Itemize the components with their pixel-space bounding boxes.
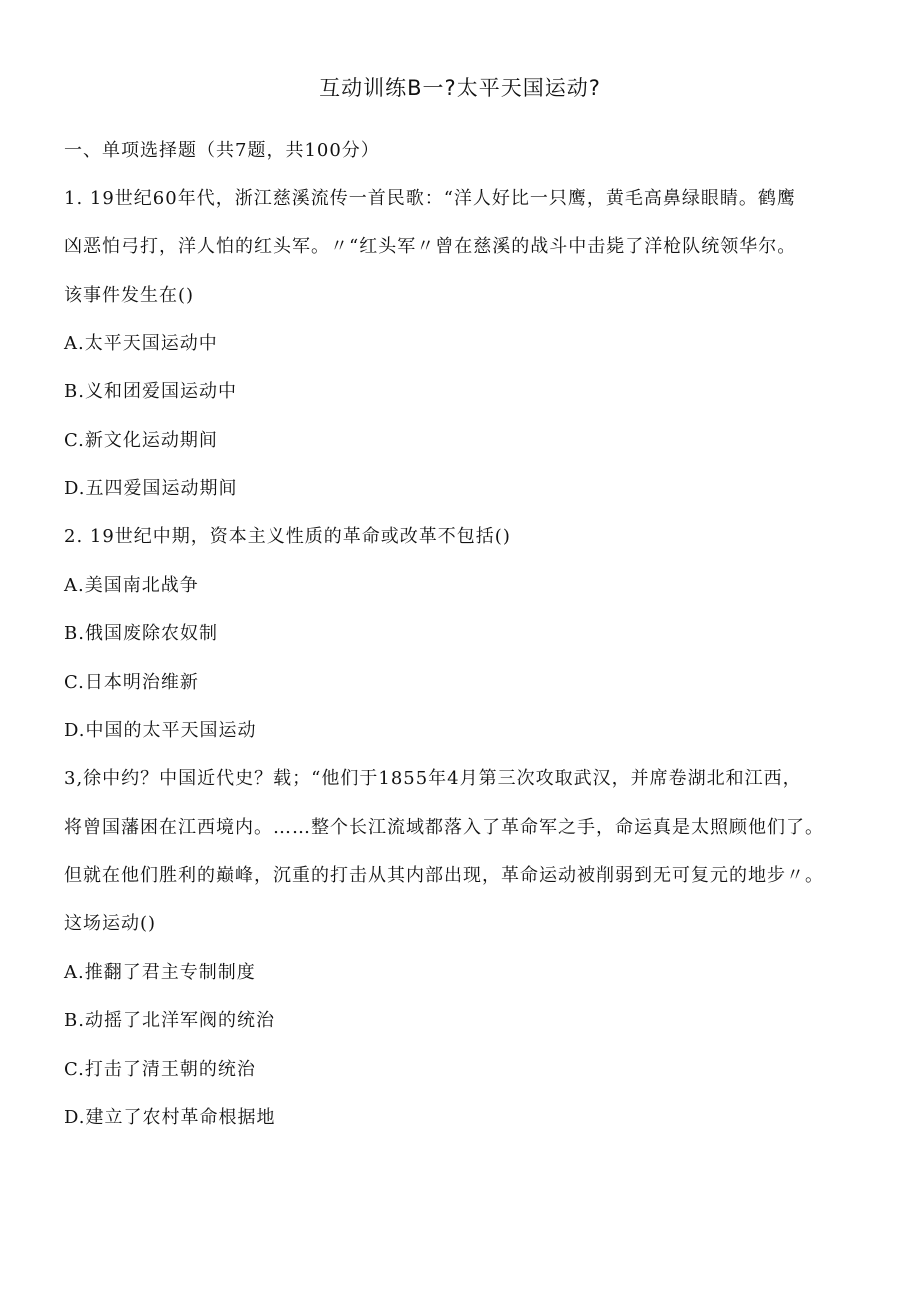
question-3-stem-line-3: 但就在他们胜利的巅峰，沉重的打击从其内部出现，革命运动被削弱到无可复元的地步〃。 <box>64 865 824 886</box>
question-3-option-c: C.打击了清王朝的统治 <box>64 1059 256 1080</box>
question-1-option-c: C.新文化运动期间 <box>64 430 218 451</box>
question-2-stem-line-1: 2. 19世纪中期，资本主义性质的革命或改革不包括() <box>64 526 511 547</box>
question-2-option-d: D.中国的太平天国运动 <box>64 720 257 741</box>
question-1-stem-line-1: 1. 19世纪60年代，浙江慈溪流传一首民歌：“洋人好比一只鹰，黄毛高鼻绿眼睛。鹤鹰 <box>64 188 796 209</box>
question-3-option-b: B.动摇了北洋军阀的统治 <box>64 1010 275 1031</box>
question-2-option-a: A.美国南北战争 <box>64 575 199 596</box>
question-3-stem-line-4: 这场运动() <box>64 913 157 934</box>
section-heading: 一、单项选择题（共7题，共100分） <box>64 140 380 161</box>
question-3-option-a: A.推翻了君主专制制度 <box>64 962 256 983</box>
question-1-option-d: D.五四爱国运动期间 <box>64 478 238 499</box>
question-1-option-a: A.太平天国运动中 <box>64 333 218 354</box>
question-2-option-c: C.日本明治维新 <box>64 672 199 693</box>
question-3-option-d: D.建立了农村革命根据地 <box>64 1107 276 1128</box>
document-title: 互动训练B一?太平天国运动? <box>319 76 601 100</box>
question-3-stem-line-2: 将曾国藩困在江西境内。……整个长江流域都落入了革命军之手，命运真是太照顾他们了。 <box>64 817 824 838</box>
question-1-option-b: B.义和团爱国运动中 <box>64 381 237 402</box>
question-1-stem-line-2: 凶恶怕弓打，洋人怕的红头军。〃“红头军〃曾在慈溪的战斗中击毙了洋枪队统领华尔。 <box>64 236 797 257</box>
question-2-option-b: B.俄国废除农奴制 <box>64 623 218 644</box>
question-3-stem-line-1: 3,徐中约？中国近代史？载；“他们于1855年4月第三次攻取武汉，并席卷湖北和江西， <box>64 768 802 789</box>
question-1-stem-line-3: 该事件发生在() <box>64 285 195 306</box>
